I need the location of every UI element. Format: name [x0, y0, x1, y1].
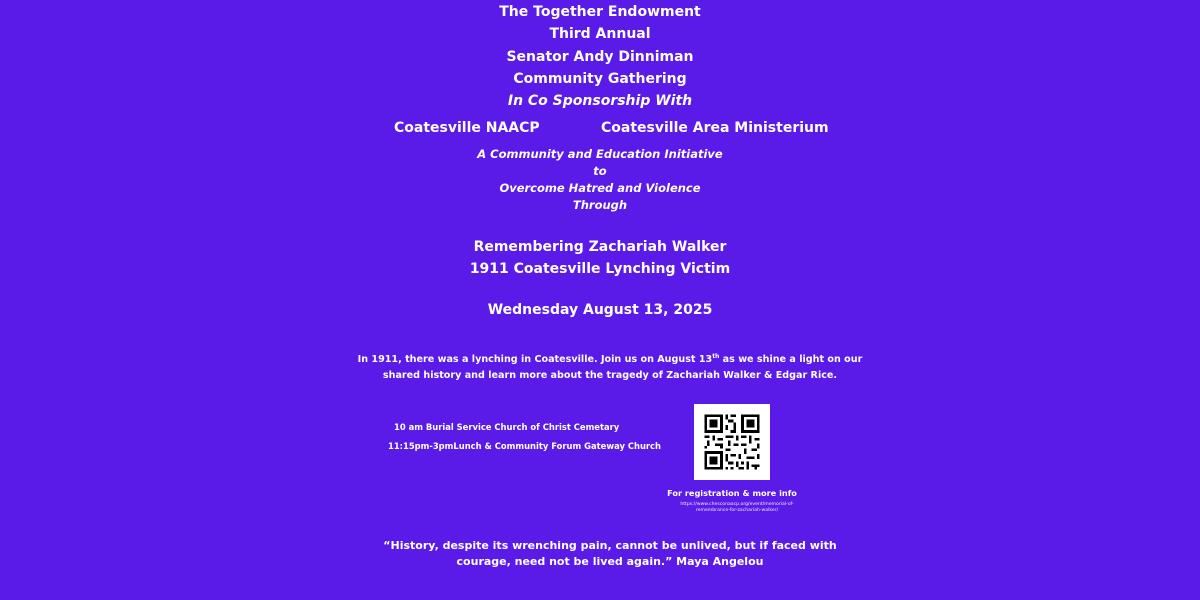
- registration-link[interactable]: https://www.chesconaacp.org/event/memorial-of-remembrance-for-zachariah-walker/: [680, 502, 794, 513]
- honoree-name: Senator Andy Dinniman: [506, 49, 694, 65]
- schedule-item-burial: 10 am Burial Service Church of Christ Cemetary: [394, 422, 620, 432]
- description-part-2: as we shine a light on our shared history and learn more about the tragedy of Zachariah Walker & Edgar Rice.: [382, 354, 863, 381]
- description-part-1: In 1911, there was a lynching in Coatesville. Join us on August 13: [357, 354, 713, 365]
- schedule-item-lunch: 11:15pm-3pmLunch & Community Forum Gateway Church: [388, 441, 661, 451]
- sponsor-ministerium: Coatesville Area Ministerium: [601, 120, 829, 136]
- initiative-line-1: A Community and Education Initiative: [477, 147, 723, 161]
- edition-title: Third Annual: [549, 26, 651, 42]
- org-title: The Together Endowment: [499, 4, 701, 20]
- cosponsor-intro: In Co Sponsorship With: [507, 93, 693, 109]
- initiative-line-4: Through: [572, 198, 628, 212]
- description-superscript: th: [712, 352, 720, 360]
- closing-quote: “History, despite its wrenching pain, cannot be unlived, but if faced with courage, need not be lived again.” Maya Angelou: [383, 539, 837, 568]
- initiative-line-3: Overcome Hatred and Violence: [499, 181, 701, 195]
- remembrance-subtitle: 1911 Coatesville Lynching Victim: [469, 261, 731, 277]
- initiative-line-2: to: [593, 164, 607, 178]
- sponsor-naacp: Coatesville NAACP: [394, 120, 540, 136]
- event-date: Wednesday August 13, 2025: [487, 302, 713, 318]
- event-title: Community Gathering: [513, 71, 687, 87]
- event-description: [350, 352, 870, 384]
- remembrance-title: Remembering Zachariah Walker: [473, 239, 727, 255]
- registration-label: For registration & more info: [667, 488, 797, 498]
- qr-code-icon[interactable]: [694, 404, 770, 480]
